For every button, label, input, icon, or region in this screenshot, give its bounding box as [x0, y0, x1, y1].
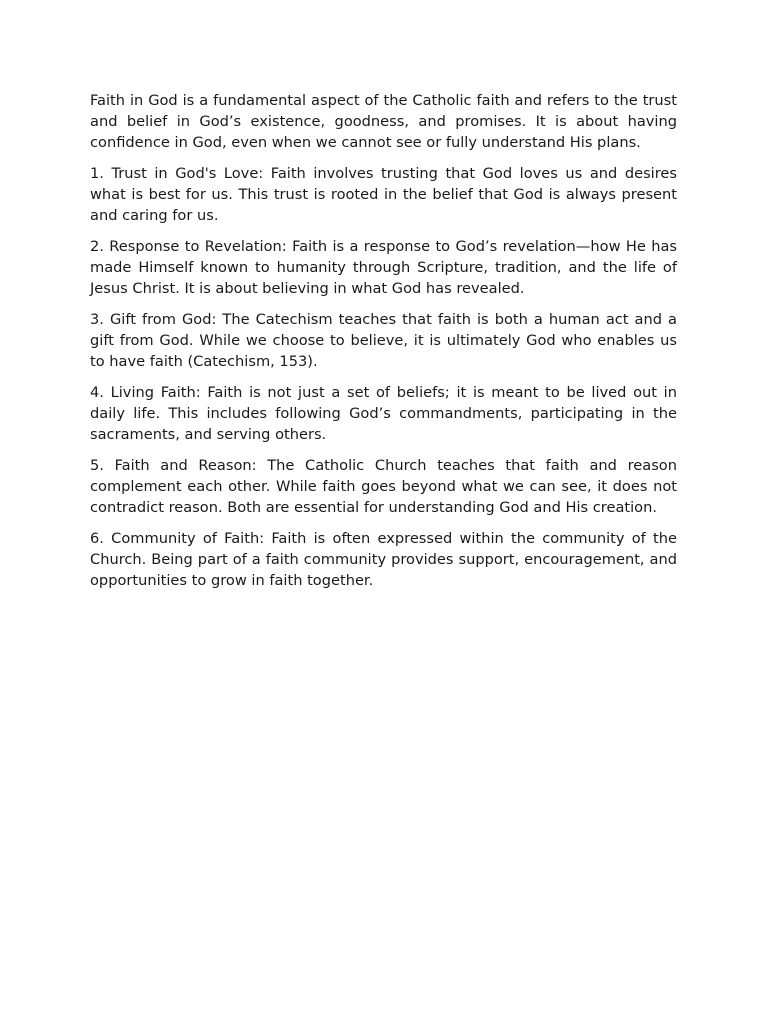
paragraph-response-to-revelation: 2. Response to Revelation: Faith is a response to God’s revelation—how He has made Himself known to humanity through Scripture, tradition, and the life of Jesus Christ. It is about believing in what God has revealed. [90, 238, 677, 297]
paragraph-faith-and-reason: 5. Faith and Reason: The Catholic Church teaches that faith and reason complement each other. While faith goes beyond what we can see, it does not contradict reason. Both are essential for understanding God and His creation. [90, 457, 677, 516]
paragraph-trust-in-gods-love: 1. Trust in God's Love: Faith involves trusting that God loves us and desires what is best for us. This trust is rooted in the belief that God is always present and caring for us. [90, 165, 677, 224]
paragraph-community-of-faith: 6. Community of Faith: Faith is often expressed within the community of the Church. Being part of a faith community provides support, encouragement, and opportunities to grow in faith together. [90, 530, 677, 589]
document-body [90, 90, 677, 601]
paragraph-living-faith: 4. Living Faith: Faith is not just a set of beliefs; it is meant to be lived out in daily life. This includes following God’s commandments, participating in the sacraments, and serving others. [90, 384, 677, 443]
paragraph-gift-from-god: 3. Gift from God: The Catechism teaches that faith is both a human act and a gift from God. While we choose to believe, it is ultimately God who enables us to have faith (Catechism, 153). [90, 311, 677, 370]
intro-paragraph: Faith in God is a fundamental aspect of the Catholic faith and refers to the trust and belief in God’s existence, goodness, and promises. It is about having confidence in God, even when we cannot see or fully understand His plans. [90, 92, 677, 151]
